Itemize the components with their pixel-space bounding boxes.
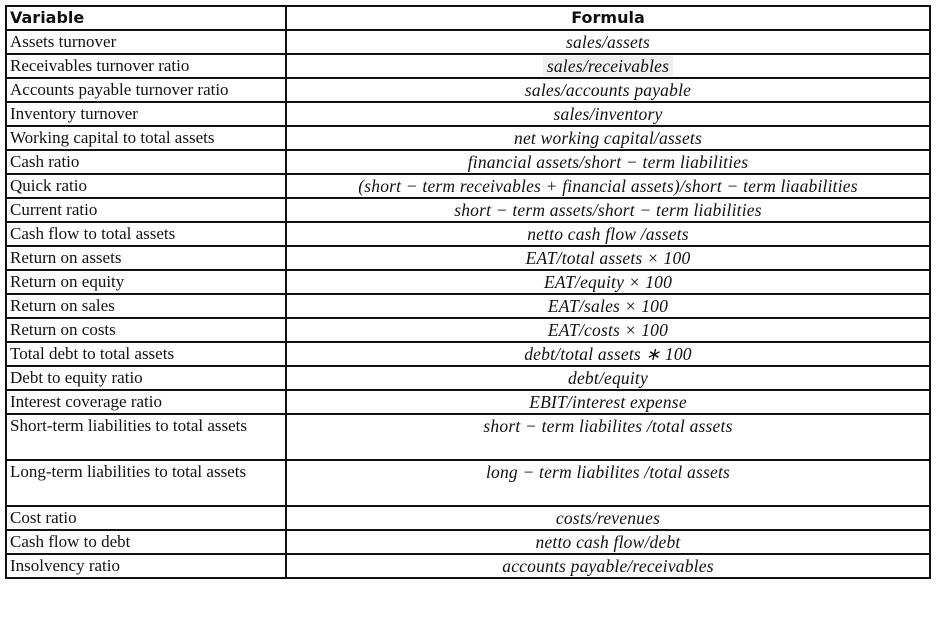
formula-cell: sales/accounts payable bbox=[286, 78, 930, 102]
formula-cell: accounts payable/receivables bbox=[286, 554, 930, 578]
table-row bbox=[6, 102, 930, 126]
variable-cell: Interest coverage ratio bbox=[6, 390, 286, 414]
table-row bbox=[6, 150, 930, 174]
variable-cell: Cost ratio bbox=[6, 506, 286, 530]
formula-cell: EBIT/interest expense bbox=[286, 390, 930, 414]
formula-cell: short − term assets/short − term liabilities bbox=[286, 198, 930, 222]
variable-cell: Cash ratio bbox=[6, 150, 286, 174]
formula-cell: net working capital/assets bbox=[286, 126, 930, 150]
table-row bbox=[6, 246, 930, 270]
formula-table-container bbox=[5, 5, 931, 579]
variable-cell: Return on costs bbox=[6, 318, 286, 342]
variable-cell: Working capital to total assets bbox=[6, 126, 286, 150]
table-row bbox=[6, 174, 930, 198]
formula-cell: sales/assets bbox=[286, 30, 930, 54]
table-row bbox=[6, 390, 930, 414]
header-row bbox=[6, 6, 930, 30]
table-row bbox=[6, 342, 930, 366]
variable-cell: Total debt to total assets bbox=[6, 342, 286, 366]
formula-cell: short − term liabilites /total assets bbox=[286, 414, 930, 460]
table-row bbox=[6, 318, 930, 342]
header-formula: Formula bbox=[286, 6, 930, 30]
variable-cell: Current ratio bbox=[6, 198, 286, 222]
table-row bbox=[6, 366, 930, 390]
variable-cell: Return on assets bbox=[6, 246, 286, 270]
formula-cell: (short − term receivables + financial assets)/short − term liaabilities bbox=[286, 174, 930, 198]
table-row bbox=[6, 30, 930, 54]
variable-cell: Long-term liabilities to total assets bbox=[6, 460, 286, 506]
formula-cell: EAT/sales × 100 bbox=[286, 294, 930, 318]
formula-cell: long − term liabilites /total assets bbox=[286, 460, 930, 506]
table-row bbox=[6, 270, 930, 294]
table-row bbox=[6, 506, 930, 530]
table-row bbox=[6, 78, 930, 102]
variable-cell: Assets turnover bbox=[6, 30, 286, 54]
variable-cell: Return on sales bbox=[6, 294, 286, 318]
table-row bbox=[6, 198, 930, 222]
variable-cell: Accounts payable turnover ratio bbox=[6, 78, 286, 102]
table-row bbox=[6, 54, 930, 78]
table-row bbox=[6, 460, 930, 506]
table-row bbox=[6, 126, 930, 150]
formula-cell: sales/inventory bbox=[286, 102, 930, 126]
table-row bbox=[6, 222, 930, 246]
table-row bbox=[6, 530, 930, 554]
formula-cell bbox=[286, 54, 930, 78]
table-row bbox=[6, 294, 930, 318]
formula-table bbox=[5, 5, 931, 579]
formula-cell: EAT/equity × 100 bbox=[286, 270, 930, 294]
variable-cell: Cash flow to total assets bbox=[6, 222, 286, 246]
formula-cell: netto cash flow /assets bbox=[286, 222, 930, 246]
formula-cell: EAT/costs × 100 bbox=[286, 318, 930, 342]
variable-cell: Short-term liabilities to total assets bbox=[6, 414, 286, 460]
formula-cell: financial assets/short − term liabilities bbox=[286, 150, 930, 174]
formula-cell: costs/revenues bbox=[286, 506, 930, 530]
formula-cell: debt/equity bbox=[286, 366, 930, 390]
formula-cell: debt/total assets ∗ 100 bbox=[286, 342, 930, 366]
formula-cell: netto cash flow/debt bbox=[286, 530, 930, 554]
header-variable: Variable bbox=[6, 6, 286, 30]
variable-cell: Debt to equity ratio bbox=[6, 366, 286, 390]
variable-cell: Cash flow to debt bbox=[6, 530, 286, 554]
formula-cell: EAT/total assets × 100 bbox=[286, 246, 930, 270]
variable-cell: Return on equity bbox=[6, 270, 286, 294]
table-row bbox=[6, 554, 930, 578]
variable-cell: Quick ratio bbox=[6, 174, 286, 198]
highlighted-formula: sales/receivables bbox=[543, 56, 673, 76]
table-row bbox=[6, 414, 930, 460]
variable-cell: Receivables turnover ratio bbox=[6, 54, 286, 78]
variable-cell: Insolvency ratio bbox=[6, 554, 286, 578]
variable-cell: Inventory turnover bbox=[6, 102, 286, 126]
